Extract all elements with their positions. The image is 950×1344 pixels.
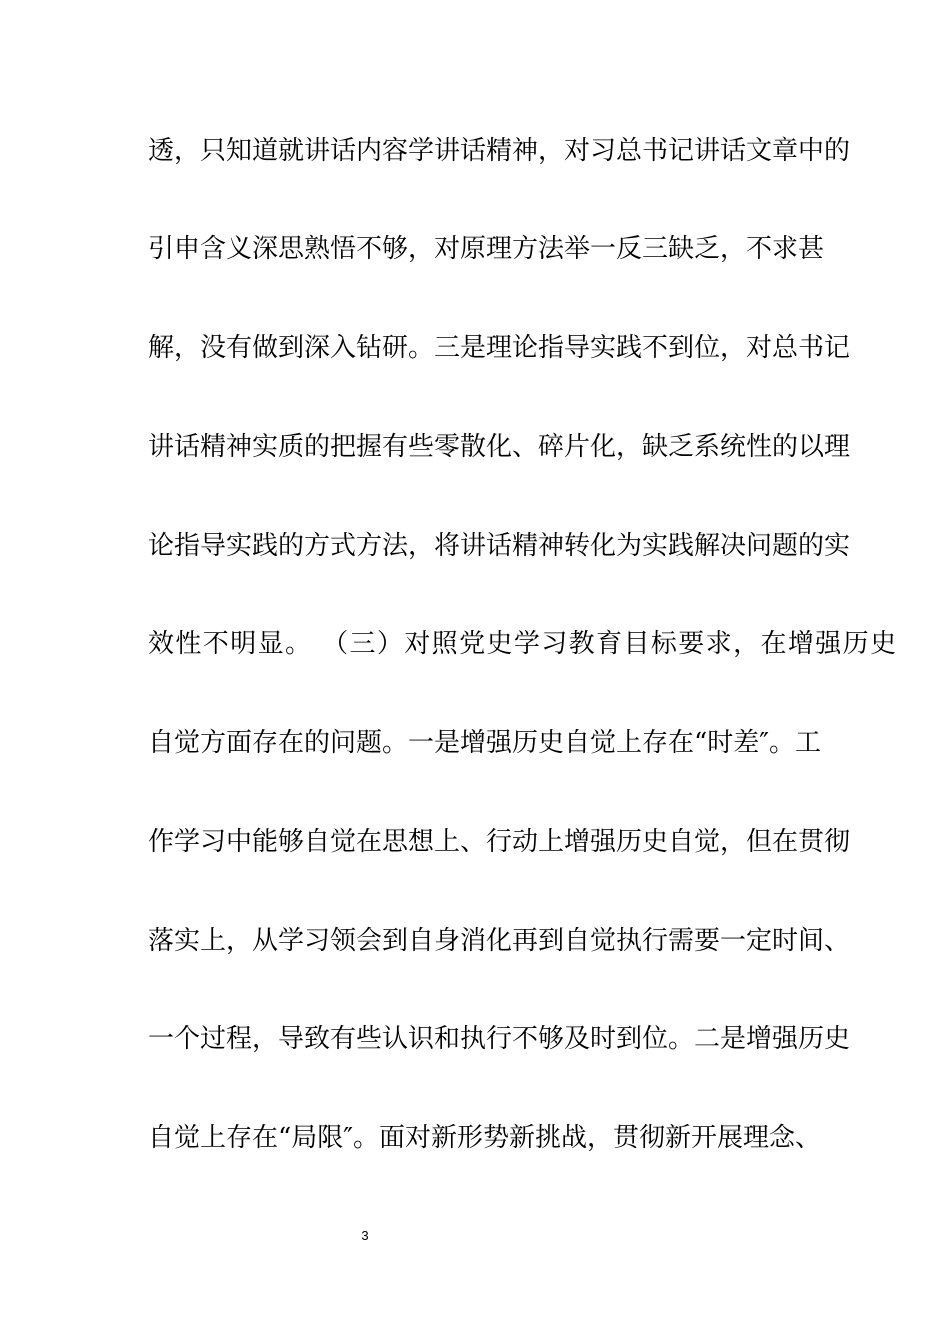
body-text-line: 引申含义深思熟悟不够，对原理方法举一反三缺乏，不求甚 xyxy=(148,234,825,264)
body-text-line: 落实上，从学习领会到自身消化再到自觉执行需要一定时间、 xyxy=(148,926,851,956)
body-text-line: 讲话精神实质的把握有些零散化、碎片化，缺乏系统性的以理 xyxy=(148,432,851,462)
body-text-line: 解，没有做到深入钻研。三是理论指导实践不到位，对总书记 xyxy=(148,333,851,363)
body-text-line: 一个过程，导致有些认识和执行不够及时到位。二是增强历史 xyxy=(148,1024,851,1054)
body-text-line: 自觉方面存在的问题。一是增强历史自觉上存在“时差″。工 xyxy=(148,728,822,758)
body-text-line: 透，只知道就讲话内容学讲话精神，对习总书记讲话文章中的 xyxy=(148,136,851,166)
body-text-line: 自觉上存在“局限″。面对新形势新挑战，贯彻新开展理念、 xyxy=(148,1123,822,1153)
body-text-line: 作学习中能够自觉在思想上、行动上增强历史自觉，但在贯彻 xyxy=(148,827,851,857)
page-number: 3 xyxy=(361,1228,369,1243)
body-text-line: 效性不明显。 （三）对照党史学习教育目标要求，在增强历史 xyxy=(148,629,898,659)
body-text-line: 论指导实践的方式方法，将讲话精神转化为实践解决问题的实 xyxy=(148,531,851,561)
